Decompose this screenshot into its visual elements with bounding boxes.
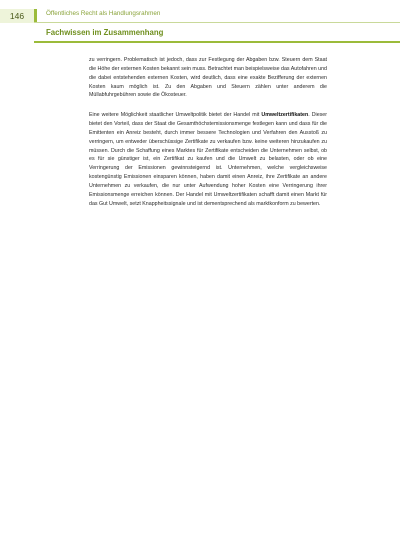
paragraph-1: zu verringern. Problematisch ist jedoch, dass zur Festlegung der Abgaben bzw. Steuern dem Staat die Höhe der externen Kosten bekannt sein muss. Betrachtet man beispielsweise das Autofahren und die dabei entstehenden externen Kosten, wird deutlich, dass eine exakte Bezifferung der externen Kosten kaum möglich ist. Zu den Abgaben und Steuern zählen unter anderem die Müllabfuhrgebühren sowie die Ökosteuer. [89,57,327,99]
header-divider [34,22,400,23]
keyword-umweltzertifikaten: Umweltzertifikaten [261,112,309,119]
paragraph-2-intro: Eine weitere Möglichkeit staatlicher Umweltpolitik bietet der Handel mit [89,112,262,119]
paragraph-2 [89,111,327,208]
page-number: 146 [0,9,37,23]
section-divider [34,41,400,43]
paragraph-2-rest: . Dieser bietet den Vorteil, dass der Staat die Gesamthöchstemissionsmenge festlegen kann und dass für die Emittenten ein Anreiz besteht, durch immer bessere Technologien und Verfahren den Ausstoß zu verringern, um entweder überschüssige Zertifikate zu verkaufen bzw. keine weiteren hinzukaufen zu müssen. Durch die Schaffung eines Marktes für Zertifikate entscheiden die Unternehmen selbst, ob es für sie günstiger ist, ein Zertifikat zu kaufen und die Umwelt zu belasten, oder ob eine Verringerung der Emissionen gewinnsteigernd ist. Unternehmen, welche vergleichsweise kostengünstig Emissionen einsparen können, haben damit einen Anreiz, ihre Zertifikate an andere Unternehmen zu verkaufen, die nur unter Aufwendung hoher Kosten eine Verringerung ihrer Emissionsmenge erreichen können. Der Handel mit Umweltzertifikaten schafft damit einen Markt für das Gut Umwelt, setzt Knappheitssignale und ist dementsprechend als marktkonform zu bewerten. [89,112,328,207]
section-title: Fachwissen im Zusammenhang [46,28,164,37]
running-header: Öffentliches Recht als Handlungsrahmen [46,10,161,17]
body-text [89,56,327,220]
